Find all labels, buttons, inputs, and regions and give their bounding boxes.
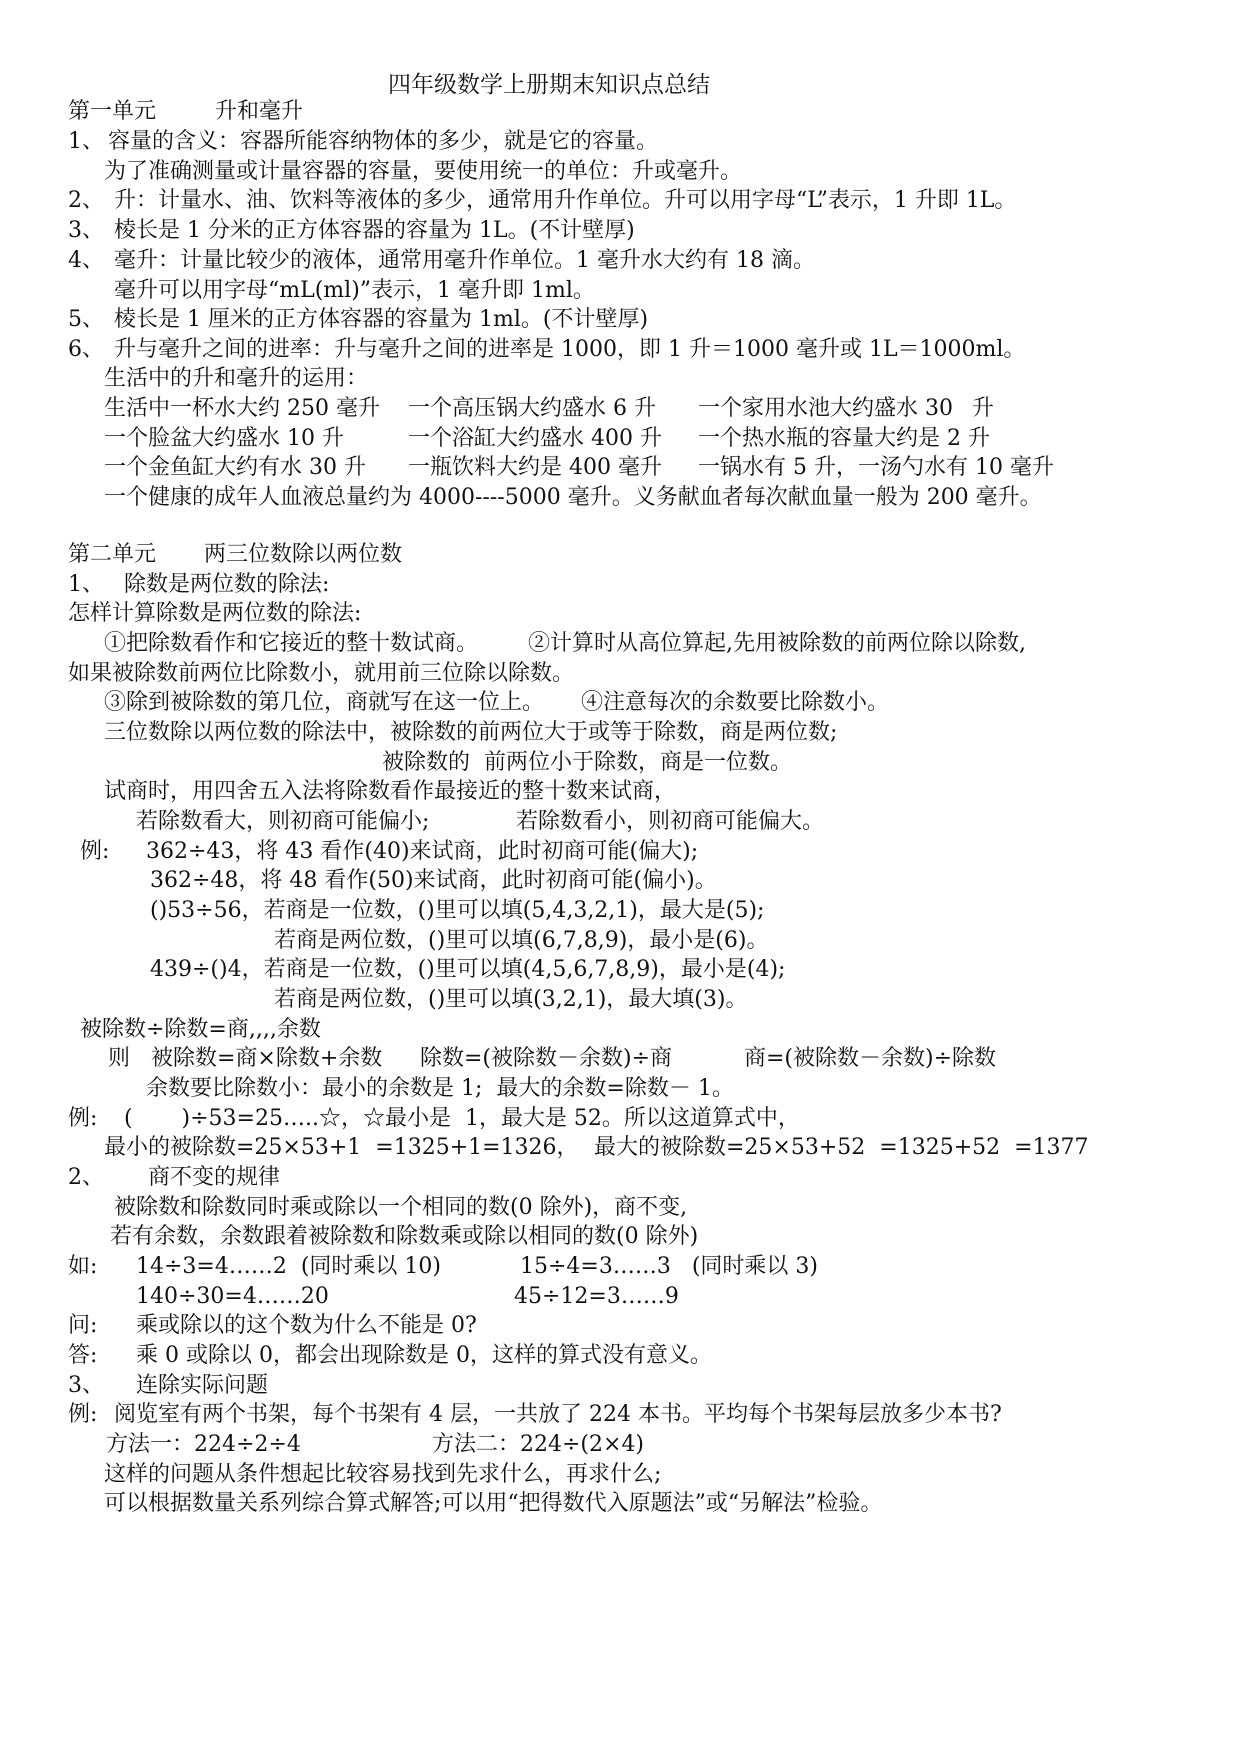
example-text: ()53÷56，若商是一位数，()里可以填(5,4,3,2,1)，最大是(5); xyxy=(150,898,765,923)
unit2-text: 试商时，用四舍五入法将除数看作最接近的整十数来试商， xyxy=(104,779,677,804)
unit1-item-text: 容量的含义：容器所能容纳物体的多少，就是它的容量。 xyxy=(108,129,659,154)
unit2-text: 三位数除以两位数的除法中，被除数的前两位大于或等于除数，商是两位数; xyxy=(104,720,838,745)
life-example: 一个高压锅大约盛水 6 升 xyxy=(408,396,656,421)
answer-text: 乘 0 或除以 0，都会出现除数是 0，这样的算式没有意义。 xyxy=(136,1343,712,1368)
unit1-heading-label: 第一单元 xyxy=(68,99,157,124)
example-text: 若商是两位数，()里可以填(6,7,8,9)，最小是(6)。 xyxy=(274,928,769,953)
unit1-item-number: 3、 xyxy=(68,218,104,243)
unit1-item-number: 6、 xyxy=(68,337,104,362)
life-example: 一个热水瓶的容量大约是 2 升 xyxy=(698,426,990,451)
unit2-text: 这样的问题从条件想起比较容易找到先求什么，再求什么; xyxy=(104,1462,662,1487)
example-label: 例: xyxy=(68,1402,98,1427)
example-text: 最小的被除数=25×53+1 =1325+1=1326， xyxy=(104,1135,579,1160)
unit1-item-text: 毫升可以用字母“mL(ml)”表示，1 毫升即 1ml。 xyxy=(114,278,595,303)
unit2-text: 被除数和除数同时乘或除以一个相同的数(0 除外)，商不变, xyxy=(114,1195,688,1220)
question-text: 乘或除以的这个数为什么不能是 0? xyxy=(136,1313,477,1338)
unit2-text: 若除数看小，则初商可能偏大。 xyxy=(516,809,825,834)
example-label: 例: xyxy=(68,1106,98,1131)
unit1-item-text: 棱长是 1 分米的正方体容器的容量为 1L。(不计壁厚) xyxy=(114,218,635,243)
unit2-text: 可以根据数量关系列综合算式解答;可以用“把得数代入原题法”或“另解法”检验。 xyxy=(104,1491,883,1516)
answer-label: 答: xyxy=(68,1343,98,1368)
question-label: 问: xyxy=(68,1313,98,1338)
unit2-text: 若有余数，余数跟着被除数和除数乘或除以相同的数(0 除外) xyxy=(110,1224,699,1249)
unit2-heading-label: 第二单元 xyxy=(68,542,157,567)
example-text: 若商是两位数，()里可以填(3,2,1)，最大填(3)。 xyxy=(274,987,748,1012)
life-heading: 生活中的升和毫升的运用： xyxy=(104,366,369,391)
unit2-text: ④注意每次的余数要比除数小。 xyxy=(581,690,890,715)
example-text: 方法二：224÷(2×4) xyxy=(432,1432,645,1457)
example-text: 阅览室有两个书架，每个书架有 4 层，一共放了 224 本书。平均每个书架每层放多少本书? xyxy=(114,1402,1002,1427)
example-text: 362÷48，将 48 看作(50)来试商，此时初商可能(偏小)。 xyxy=(150,868,717,893)
unit1-item-text: 升与毫升之间的进率：升与毫升之间的进率是 1000，即 1 升＝1000 毫升或 1L＝1000ml。 xyxy=(114,337,1026,362)
example-text: 15÷4=3……3 (同时乘以 3) xyxy=(520,1254,818,1279)
unit1-heading-topic: 升和毫升 xyxy=(215,99,304,124)
unit1-item-number: 4、 xyxy=(68,248,104,273)
unit2-section-title: 连除实际问题 xyxy=(136,1373,269,1398)
example-label: 如: xyxy=(68,1254,98,1279)
life-example: 一个金鱼缸大约有水 30 升 xyxy=(104,455,366,480)
life-example: 一个脸盆大约盛水 10 升 xyxy=(104,426,344,451)
unit1-item-number: 2、 xyxy=(68,188,104,213)
unit2-section-title: 商不变的规律 xyxy=(148,1165,281,1190)
unit2-text: 被除数÷除数=商,,,,余数 xyxy=(80,1017,321,1042)
example-text: 439÷()4，若商是一位数，()里可以填(4,5,6,7,8,9)，最小是(4); xyxy=(150,957,786,982)
unit2-text: 被除数的 前两位小于除数，商是一位数。 xyxy=(382,750,792,775)
life-example: 一个浴缸大约盛水 400 升 xyxy=(408,426,662,451)
unit1-item-text: 毫升：计量比较少的液体，通常用毫升作单位。1 毫升水大约有 18 滴。 xyxy=(114,248,815,273)
unit2-text: 除数=(被除数－余数)÷商 xyxy=(420,1046,673,1071)
unit2-section-number: 1、 xyxy=(68,572,104,597)
example-label: 例: xyxy=(80,839,110,864)
unit2-text: ②计算时从高位算起,先用被除数的前两位除以除数, xyxy=(528,631,1026,656)
unit1-item-text: 升：计量水、油、饮料等液体的多少，通常用升作单位。升可以用字母“L”表示，1 升即 1L。 xyxy=(114,188,1017,213)
life-example: 一锅水有 5 升，一汤勺水有 10 毫升 xyxy=(698,455,1054,480)
unit2-text: 怎样计算除数是两位数的除法: xyxy=(68,601,362,626)
example-text: 14÷3=4……2 (同时乘以 10) xyxy=(136,1254,441,1279)
unit1-item-text: 为了准确测量或计量容器的容量，要使用统一的单位：升或毫升。 xyxy=(104,159,743,184)
unit2-section-number: 3、 xyxy=(68,1373,104,1398)
life-example: 升 xyxy=(972,396,995,421)
unit1-item-number: 5、 xyxy=(68,307,104,332)
example-text: 362÷43，将 43 看作(40)来试商，此时初商可能(偏大); xyxy=(146,839,699,864)
unit2-section-number: 2、 xyxy=(68,1165,104,1190)
document-title: 四年级数学上册期末知识点总结 xyxy=(388,72,710,98)
example-text: ( )÷53=25…..☆，☆最小是 1，最大是 52。所以这道算式中， xyxy=(124,1106,800,1131)
life-example: 一瓶饮料大约是 400 毫升 xyxy=(408,455,662,480)
unit1-item-text: 棱长是 1 厘米的正方体容器的容量为 1ml。(不计壁厚) xyxy=(114,307,649,332)
life-example: 一个家用水池大约盛水 30 xyxy=(698,396,953,421)
unit2-text: 则 被除数=商×除数+余数 xyxy=(108,1046,383,1071)
unit2-text: ③除到被除数的第几位，商就写在这一位上。 xyxy=(104,690,545,715)
unit2-text: 如果被除数前两位比除数小，就用前三位除以除数。 xyxy=(68,661,575,686)
unit2-section-title: 除数是两位数的除法: xyxy=(124,572,330,597)
unit2-text: ①把除数看作和它接近的整十数试商。 xyxy=(104,631,479,656)
unit2-text: 若除数看大，则初商可能偏小; xyxy=(136,809,430,834)
example-text: 方法一：224÷2÷4 xyxy=(106,1432,301,1457)
life-example: 一个健康的成年人血液总量约为 4000----5000 毫升。义务献血者每次献血量一般为 200 毫升。 xyxy=(104,485,1042,510)
unit2-text: 余数要比除数小：最小的余数是 1; 最大的余数=除数－ 1。 xyxy=(146,1076,734,1101)
example-text: 最大的被除数=25×53+52 =1325+52 =1377 xyxy=(594,1135,1089,1160)
unit2-heading-topic: 两三位数除以两位数 xyxy=(204,542,403,567)
unit2-text: 商=(被除数－余数)÷除数 xyxy=(744,1046,997,1071)
example-text: 45÷12=3……9 xyxy=(514,1284,679,1309)
life-example: 生活中一杯水大约 250 毫升 xyxy=(104,396,380,421)
unit1-item-number: 1、 xyxy=(68,129,104,154)
example-text: 140÷30=4……20 xyxy=(136,1284,329,1309)
